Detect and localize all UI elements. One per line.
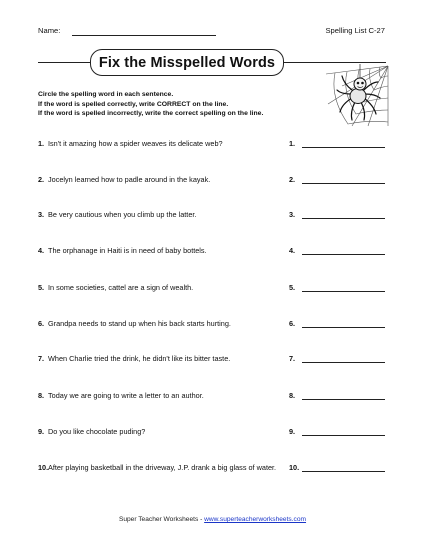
footer-separator: -	[200, 516, 203, 523]
question-number: 5.	[38, 283, 45, 292]
question-number: 9.	[38, 427, 45, 436]
title-rule-right	[284, 62, 386, 63]
question-number: 6.	[38, 319, 45, 328]
footer-link[interactable]: www.superteacherworksheets.com	[204, 516, 307, 523]
answer-line[interactable]	[302, 435, 385, 436]
answer-line[interactable]	[302, 471, 385, 472]
instruction-line: If the word is spelled correctly, write CORRECT on the line.	[38, 100, 229, 108]
answer-line[interactable]	[302, 399, 385, 400]
answer-number: 6.	[289, 319, 296, 328]
instruction-line: If the word is spelled incorrectly, write the correct spelling on the line.	[38, 110, 264, 118]
instructions	[38, 90, 263, 119]
answer-number: 3.	[289, 210, 296, 219]
answer-line[interactable]	[302, 254, 385, 255]
answer-number: 7.	[289, 354, 296, 363]
name-label: Name:	[38, 26, 61, 35]
name-blank-line[interactable]	[72, 35, 216, 36]
question-number: 4.	[38, 246, 45, 255]
question-number: 7.	[38, 354, 45, 363]
answer-number: 10.	[289, 463, 300, 472]
answer-line[interactable]	[302, 183, 385, 184]
question-number: 10.	[38, 463, 49, 472]
answer-number: 8.	[289, 391, 296, 400]
question-number: 1.	[38, 139, 45, 148]
question-text: Do you like chocolate puding?	[48, 427, 146, 436]
question-number: 8.	[38, 391, 45, 400]
answer-number: 5.	[289, 283, 296, 292]
question-text: Jocelyn learned how to padle around in the kayak.	[48, 175, 211, 184]
answer-line[interactable]	[302, 327, 385, 328]
spider-web-icon	[322, 64, 390, 128]
question-text: In some societies, cattel are a sign of wealth.	[48, 283, 194, 292]
question-text: Grandpa needs to stand up when his back starts hurting.	[48, 319, 231, 328]
question-text: The orphanage in Haiti is in need of baby bottels.	[48, 246, 207, 255]
question-text: Today we are going to write a letter to an author.	[48, 391, 204, 400]
question-number: 3.	[38, 210, 45, 219]
instruction-line: Circle the spelling word in each sentence.	[38, 91, 174, 98]
answer-line[interactable]	[302, 147, 385, 148]
page-title: Fix the Misspelled Words	[90, 49, 284, 76]
answer-number: 9.	[289, 427, 296, 436]
title-rule-left	[38, 62, 90, 63]
answer-number: 1.	[289, 139, 296, 148]
spelling-list-label: Spelling List C-27	[325, 26, 385, 35]
answer-line[interactable]	[302, 362, 385, 363]
footer	[0, 516, 425, 523]
question-text: Isn't it amazing how a spider weaves its delicate web?	[48, 139, 223, 148]
worksheet-header	[38, 26, 385, 40]
question-text: Be very cautious when you climb up the latter.	[48, 210, 197, 219]
footer-brand: Super Teacher Worksheets	[118, 516, 199, 523]
answer-line[interactable]	[302, 291, 385, 292]
question-text: When Charlie tried the drink, he didn't like its bitter taste.	[48, 354, 231, 363]
answer-line[interactable]	[302, 218, 385, 219]
question-text: After playing basketball in the driveway, J.P. drank a big glass of water.	[48, 463, 277, 472]
answer-number: 2.	[289, 175, 296, 184]
question-number: 2.	[38, 175, 45, 184]
answer-number: 4.	[289, 246, 296, 255]
